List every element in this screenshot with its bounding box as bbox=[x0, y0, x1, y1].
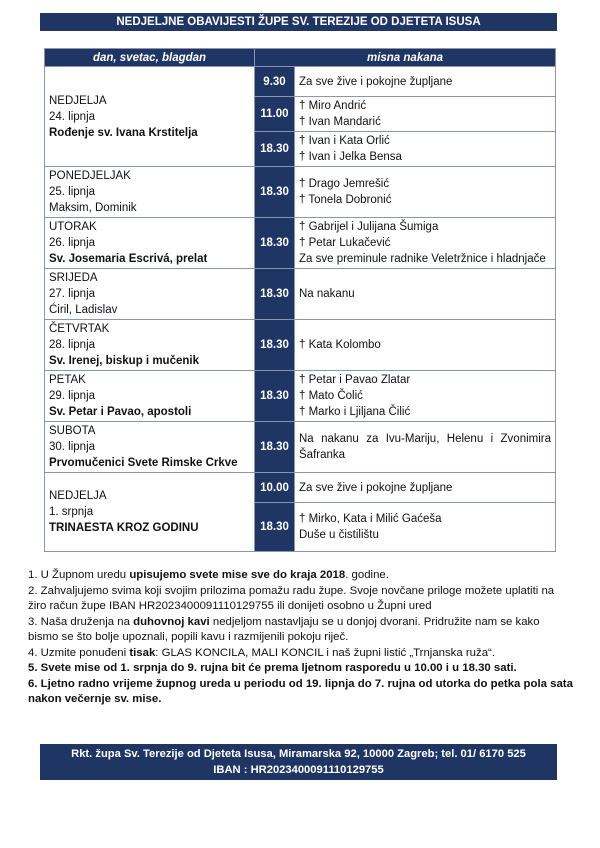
intention-line: † Marko i Ljiljana Čilić bbox=[299, 406, 411, 418]
day-feast: TRINAESTA KROZ GODINU bbox=[49, 522, 199, 534]
intention-line: Na nakanu bbox=[299, 288, 355, 300]
day-feast: Prvomučenici Svete Rimske Crkve bbox=[49, 457, 238, 469]
mass-intent bbox=[295, 269, 556, 320]
day-date: 29. lipnja bbox=[49, 390, 96, 402]
intention-line: † Mato Čolić bbox=[299, 390, 363, 402]
mass-intent bbox=[295, 167, 556, 218]
table-header-row bbox=[45, 49, 556, 67]
day-name: ČETVRTAK bbox=[49, 323, 110, 335]
mass-intent bbox=[295, 320, 556, 371]
intention-line: Duše u čistilištu bbox=[299, 529, 379, 541]
day-date: 30. lipnja bbox=[49, 441, 96, 453]
day-cell bbox=[45, 167, 255, 218]
mass-intent bbox=[295, 97, 556, 132]
mass-time: 10.00 bbox=[255, 473, 295, 503]
mass-time: 18.30 bbox=[255, 132, 295, 167]
day-name: UTORAK bbox=[49, 221, 97, 233]
day-date: 24. lipnja bbox=[49, 110, 96, 123]
day-name: NEDJELJA bbox=[49, 490, 107, 502]
intention-line: † Miro Andrić bbox=[299, 100, 367, 112]
day-date: 1. srpnja bbox=[49, 506, 94, 518]
page-title: NEDJELJNE OBAVIJESTI ŽUPE SV. TEREZIJE OD DJETETA ISUSA bbox=[116, 16, 481, 28]
intention-line: † Tonela Dobronić bbox=[299, 194, 392, 206]
notice-5: 5. Svete mise od 1. srpnja do 9. rujna bit će prema ljetnom rasporedu u 10.00 i u 18.30 sati. bbox=[28, 662, 517, 674]
day-cell bbox=[45, 218, 255, 269]
mass-intent bbox=[295, 503, 556, 552]
mass-intent bbox=[295, 132, 556, 167]
notice-4: 4. Uzmite ponuđeni tisak: GLAS KONCILA, MALI KONCIL i naš župni listić „Trnjanska ruža“. bbox=[28, 646, 495, 659]
day-cell bbox=[45, 269, 255, 320]
day-date: 26. lipnja bbox=[49, 237, 96, 249]
day-feast: Rođenje sv. Ivana Krstitelja bbox=[49, 126, 198, 139]
column-header-day: dan, svetac, blagdan bbox=[45, 49, 255, 67]
table-row bbox=[45, 473, 556, 503]
day-name: NEDJELJA bbox=[49, 94, 107, 107]
day-cell bbox=[45, 473, 255, 552]
table-row bbox=[45, 371, 556, 422]
day-date: 28. lipnja bbox=[49, 339, 96, 351]
intention-line: Za sve žive i pokojne župljane bbox=[299, 75, 453, 88]
day-cell bbox=[45, 320, 255, 371]
day-name: PONEDJELJAK bbox=[49, 170, 131, 182]
day-name: SUBOTA bbox=[49, 425, 96, 437]
mass-intent bbox=[295, 67, 556, 97]
intention-line: † Ivan i Kata Orlić bbox=[299, 135, 390, 147]
footer-iban: IBAN : HR2023400091110129755 bbox=[213, 764, 384, 776]
mass-time: 18.30 bbox=[255, 503, 295, 552]
day-feast: Sv. Irenej, biskup i mučenik bbox=[49, 355, 199, 367]
notice-3: 3. Naša druženja na duhovnoj kavi nedjeljom nastavljaju se u donjoj dvorani. Pridružite nam se kako bismo se što bolje upoznali, popili kavu i razmijenili pokoju riječ. bbox=[28, 615, 540, 643]
table-row bbox=[45, 269, 556, 320]
notice-2: 2. Zahvaljujemo svima koji svojim prilozima pomažu radu župe. Svoje novčane priloge možete uplatiti na žiro račun župe IBAN HR2023400091110129755 ili donijeti osobno u Župni ured bbox=[28, 584, 555, 612]
table-row bbox=[45, 422, 556, 473]
mass-intent bbox=[295, 422, 556, 473]
intention-line: † Ivan Mandarić bbox=[299, 116, 381, 128]
day-feast: Maksim, Dominik bbox=[49, 202, 137, 214]
day-name: SRIJEDA bbox=[49, 272, 98, 284]
mass-intent bbox=[295, 473, 556, 503]
intention-line: † Mirko, Kata i Milić Gaćeša bbox=[299, 513, 442, 525]
mass-time: 18.30 bbox=[255, 371, 295, 422]
table-row bbox=[45, 218, 556, 269]
day-feast: Sv. Josemaria Escrivá, prelat bbox=[49, 253, 208, 265]
mass-time: 9.30 bbox=[255, 67, 295, 97]
day-feast: Ćiril, Ladislav bbox=[49, 304, 118, 316]
table-row bbox=[45, 167, 556, 218]
mass-intent bbox=[295, 371, 556, 422]
intention-line: † Drago Jemrešić bbox=[299, 178, 390, 190]
intention-line: † Kata Kolombo bbox=[299, 339, 381, 351]
day-cell bbox=[45, 67, 255, 167]
notice-6: 6. Ljetno radno vrijeme župnog ureda u periodu od 19. lipnja do 7. rujna od utorka do petka pola sata nakon večernje sv. mise. bbox=[28, 677, 573, 705]
notice-1: 1. U Župnom uredu upisujemo svete mise sve do kraja 2018. godine. bbox=[28, 569, 389, 581]
intention-line: † Petar Lukačević bbox=[299, 237, 391, 249]
mass-time: 18.30 bbox=[255, 218, 295, 269]
intention-line: † Petar i Pavao Zlatar bbox=[299, 374, 411, 386]
intention-line: † Ivan i Jelka Bensa bbox=[299, 151, 402, 163]
intention-line: Za sve preminule radnike Veletržnice i hladnjače bbox=[299, 253, 546, 265]
mass-time: 18.30 bbox=[255, 269, 295, 320]
footer-address: Rkt. župa Sv. Terezije od Djeteta Isusa, Miramarska 92, 10000 Zagreb; tel. 01/ 6170 525 bbox=[71, 748, 526, 760]
day-feast: Sv. Petar i Pavao, apostoli bbox=[49, 406, 192, 418]
day-cell bbox=[45, 371, 255, 422]
mass-time: 18.30 bbox=[255, 167, 295, 218]
notices-list bbox=[28, 568, 573, 708]
day-cell bbox=[45, 422, 255, 473]
mass-time: 11.00 bbox=[255, 97, 295, 132]
footer-banner bbox=[40, 744, 557, 780]
column-header-intent: misna nakana bbox=[255, 49, 556, 67]
intention-line: † Gabrijel i Julijana Šumiga bbox=[299, 221, 439, 233]
table-row bbox=[45, 320, 556, 371]
day-date: 27. lipnja bbox=[49, 288, 96, 300]
intention-line: Na nakanu za Ivu-Mariju, Helenu i Zvonimira Šafranka bbox=[299, 433, 552, 461]
mass-time: 18.30 bbox=[255, 320, 295, 371]
intention-line: Za sve žive i pokojne župljane bbox=[299, 481, 453, 494]
day-name: PETAK bbox=[49, 374, 86, 386]
day-date: 25. lipnja bbox=[49, 186, 96, 198]
table-row bbox=[45, 67, 556, 97]
mass-schedule-table bbox=[44, 48, 556, 552]
mass-intent bbox=[295, 218, 556, 269]
mass-time: 18.30 bbox=[255, 422, 295, 473]
header-banner bbox=[40, 13, 557, 31]
